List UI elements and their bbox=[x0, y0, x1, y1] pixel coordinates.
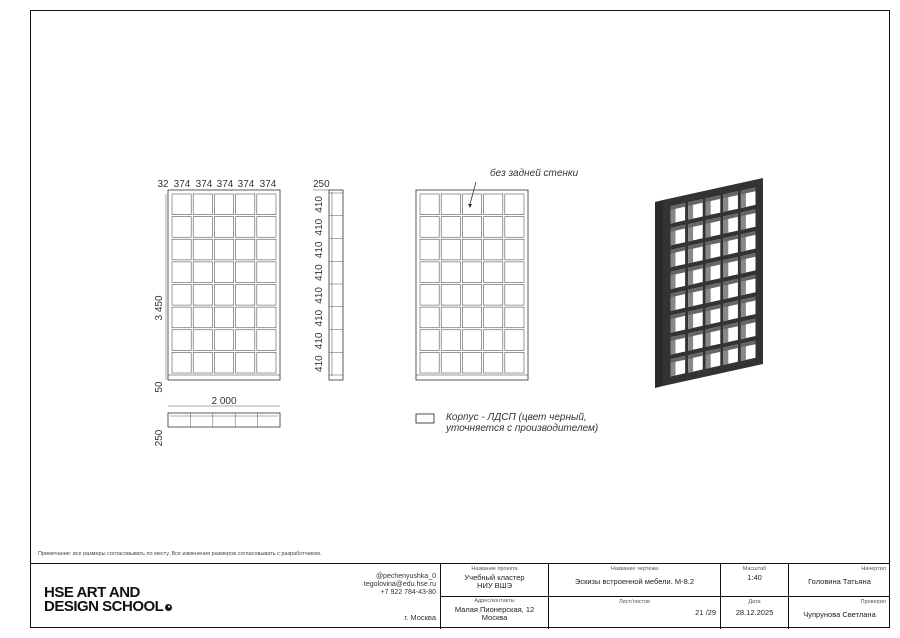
back-cell bbox=[484, 194, 503, 215]
legend-line-2: уточняется с производителем) bbox=[446, 423, 599, 434]
legend-line-1: Корпус - ЛДСП (цвет черный, bbox=[446, 412, 587, 423]
side-shelf-dim-label: 410 bbox=[314, 264, 325, 281]
side-outline bbox=[329, 190, 343, 380]
front-cell bbox=[214, 262, 233, 283]
side-shelf-dim-label: 410 bbox=[314, 355, 325, 372]
checked-label: Проверил bbox=[860, 599, 886, 605]
back-cell bbox=[505, 239, 524, 260]
back-cell bbox=[484, 239, 503, 260]
back-note-arrow bbox=[468, 204, 472, 208]
drew-label: Начертил bbox=[861, 566, 886, 572]
side-shelf-dim-label: 410 bbox=[314, 287, 325, 304]
plan-view bbox=[168, 406, 280, 427]
back-cell bbox=[420, 239, 439, 260]
footnote: Примечание: все размеры согласовывать по месту. Все изменения размеров согласовывать с разработчиком. bbox=[38, 551, 322, 557]
back-cell bbox=[484, 307, 503, 328]
back-cell bbox=[420, 194, 439, 215]
sheets-cell bbox=[548, 596, 720, 629]
back-cell bbox=[462, 330, 481, 351]
front-cell bbox=[257, 194, 276, 215]
front-cell bbox=[193, 239, 212, 260]
front-cell bbox=[193, 262, 212, 283]
front-cell bbox=[236, 352, 255, 373]
legend-swatch bbox=[416, 414, 434, 423]
date-label: Дата bbox=[748, 599, 761, 605]
date-cell bbox=[720, 596, 788, 629]
back-outline bbox=[416, 190, 528, 380]
project-line-2: НИУ ВШЭ bbox=[477, 581, 512, 590]
front-top-dim-label: 374 bbox=[259, 179, 277, 190]
front-cell bbox=[236, 307, 255, 328]
back-cell bbox=[505, 262, 524, 283]
back-cell bbox=[420, 352, 439, 373]
front-cell bbox=[214, 330, 233, 351]
checked-cell bbox=[788, 596, 890, 629]
front-cell bbox=[172, 330, 191, 351]
back-cell bbox=[441, 330, 460, 351]
drew-value: Головина Татьяна bbox=[808, 577, 871, 586]
address-line-2: Москва bbox=[481, 613, 508, 622]
plan-width-dim: 2 000 bbox=[211, 396, 237, 407]
front-cell bbox=[172, 194, 191, 215]
front-cell bbox=[257, 352, 276, 373]
front-cell bbox=[172, 239, 191, 260]
side-shelf-dim-label: 410 bbox=[314, 196, 325, 213]
sheets-value: 21 /29 bbox=[695, 608, 716, 617]
side-shelf-dim-label: 410 bbox=[314, 241, 325, 259]
back-note-leader bbox=[470, 182, 476, 204]
date-value: 28.12.2025 bbox=[735, 608, 774, 617]
back-cell bbox=[441, 194, 460, 215]
front-cell bbox=[172, 285, 191, 306]
back-cell bbox=[505, 330, 524, 351]
side-depth-dim: 250 bbox=[313, 179, 330, 190]
drawing-label: Название чертежа bbox=[610, 566, 659, 572]
front-outline bbox=[168, 190, 280, 380]
back-cell bbox=[484, 330, 503, 351]
front-cell bbox=[214, 307, 233, 328]
project-value bbox=[441, 574, 548, 590]
front-cell bbox=[257, 330, 276, 351]
front-cell bbox=[214, 352, 233, 373]
front-top-dim-label: 374 bbox=[216, 179, 234, 190]
front-cell bbox=[193, 217, 212, 238]
front-cell bbox=[257, 239, 276, 260]
front-cell bbox=[214, 217, 233, 238]
project-label: Название проекта bbox=[471, 566, 518, 572]
contacts-cell bbox=[335, 564, 440, 629]
front-cell bbox=[214, 239, 233, 260]
address-value bbox=[441, 606, 548, 622]
side-shelf-dim-label: 410 bbox=[314, 309, 325, 327]
front-top-dim-label: 32 bbox=[157, 179, 169, 190]
back-cell bbox=[462, 285, 481, 306]
back-cell bbox=[441, 239, 460, 260]
front-top-dim-label: 374 bbox=[195, 179, 213, 190]
drawing-name-cell bbox=[548, 564, 720, 596]
front-cell bbox=[193, 285, 212, 306]
side-shelf-dim-label: 410 bbox=[314, 218, 325, 236]
back-cell bbox=[484, 285, 503, 306]
front-cell bbox=[193, 307, 212, 328]
plan-outline bbox=[168, 413, 280, 427]
logo-line-1: HSE ART AND bbox=[44, 584, 140, 601]
back-cell bbox=[420, 285, 439, 306]
city: г. Москва bbox=[404, 613, 436, 622]
back-cell bbox=[505, 194, 524, 215]
drawing-value: Эскизы встроенной мебели. М-8.2 bbox=[574, 577, 695, 586]
front-cell bbox=[257, 262, 276, 283]
checked-value: Чупрунова Светлана bbox=[803, 610, 876, 619]
front-cell bbox=[236, 217, 255, 238]
plan-depth-dim: 250 bbox=[154, 429, 165, 447]
back-cell bbox=[505, 352, 524, 373]
iso-side-panel bbox=[655, 200, 663, 388]
scale-label: Масштаб bbox=[742, 566, 767, 572]
front-cell bbox=[236, 239, 255, 260]
project-cell bbox=[440, 564, 548, 629]
back-cell bbox=[505, 285, 524, 306]
front-cell bbox=[172, 307, 191, 328]
side-shelf-dimensions bbox=[314, 196, 325, 372]
title-block bbox=[30, 563, 890, 628]
side-view bbox=[313, 190, 343, 380]
front-cell bbox=[172, 352, 191, 373]
back-cell bbox=[505, 307, 524, 328]
back-cell bbox=[420, 307, 439, 328]
front-cell bbox=[193, 194, 212, 215]
logo-mark-icon: ● bbox=[165, 604, 172, 611]
front-cell bbox=[257, 307, 276, 328]
front-view bbox=[166, 190, 280, 380]
front-cell bbox=[193, 352, 212, 373]
front-cell bbox=[214, 194, 233, 215]
isometric-view bbox=[655, 178, 763, 388]
back-cell bbox=[462, 217, 481, 238]
back-cell bbox=[505, 217, 524, 238]
front-top-dim-label: 374 bbox=[173, 179, 191, 190]
contact-email: tegolovina@edu.hse.ru bbox=[363, 581, 436, 588]
back-cell bbox=[484, 352, 503, 373]
back-cell bbox=[484, 262, 503, 283]
back-panel-note: без задней стенки bbox=[490, 168, 579, 179]
address-line-1: Малая Пионерская, 12 bbox=[454, 605, 535, 614]
back-cell bbox=[420, 217, 439, 238]
back-cell bbox=[462, 352, 481, 373]
back-cell bbox=[484, 217, 503, 238]
front-cell bbox=[193, 330, 212, 351]
project-line-1: Учебный кластер bbox=[464, 573, 525, 582]
front-cell bbox=[236, 262, 255, 283]
front-cell bbox=[172, 217, 191, 238]
back-cell bbox=[462, 262, 481, 283]
divider bbox=[441, 596, 549, 597]
back-cell bbox=[441, 285, 460, 306]
scale-cell bbox=[720, 564, 788, 596]
drew-cell bbox=[788, 564, 890, 596]
school-logo bbox=[44, 586, 172, 614]
back-cell bbox=[420, 330, 439, 351]
front-cell bbox=[236, 330, 255, 351]
back-cell bbox=[462, 307, 481, 328]
front-cell bbox=[257, 285, 276, 306]
front-cell bbox=[214, 285, 233, 306]
back-cell bbox=[462, 239, 481, 260]
back-cell bbox=[441, 352, 460, 373]
front-cell bbox=[172, 262, 191, 283]
back-cell bbox=[441, 217, 460, 238]
front-plinth-dim: 50 bbox=[154, 381, 165, 393]
back-cell bbox=[420, 262, 439, 283]
address-label: Адрес/контакты bbox=[474, 598, 515, 604]
front-cell bbox=[257, 217, 276, 238]
contact-phone: +7 922 784-43-80 bbox=[380, 589, 436, 596]
back-cell bbox=[441, 307, 460, 328]
contact-handle: @pechenyushka_0 bbox=[375, 573, 436, 580]
back-cell bbox=[441, 262, 460, 283]
front-cell bbox=[236, 285, 255, 306]
front-top-dim-label: 374 bbox=[237, 179, 255, 190]
front-height-dim: 3 450 bbox=[154, 295, 165, 321]
back-view bbox=[416, 190, 528, 380]
scale-value: 1:40 bbox=[747, 573, 762, 582]
sheets-label: Лист/листов bbox=[619, 599, 650, 605]
side-shelf-dim-label: 410 bbox=[314, 332, 325, 350]
front-cell bbox=[236, 194, 255, 215]
logo-line-2: DESIGN SCHOOL bbox=[44, 598, 164, 615]
